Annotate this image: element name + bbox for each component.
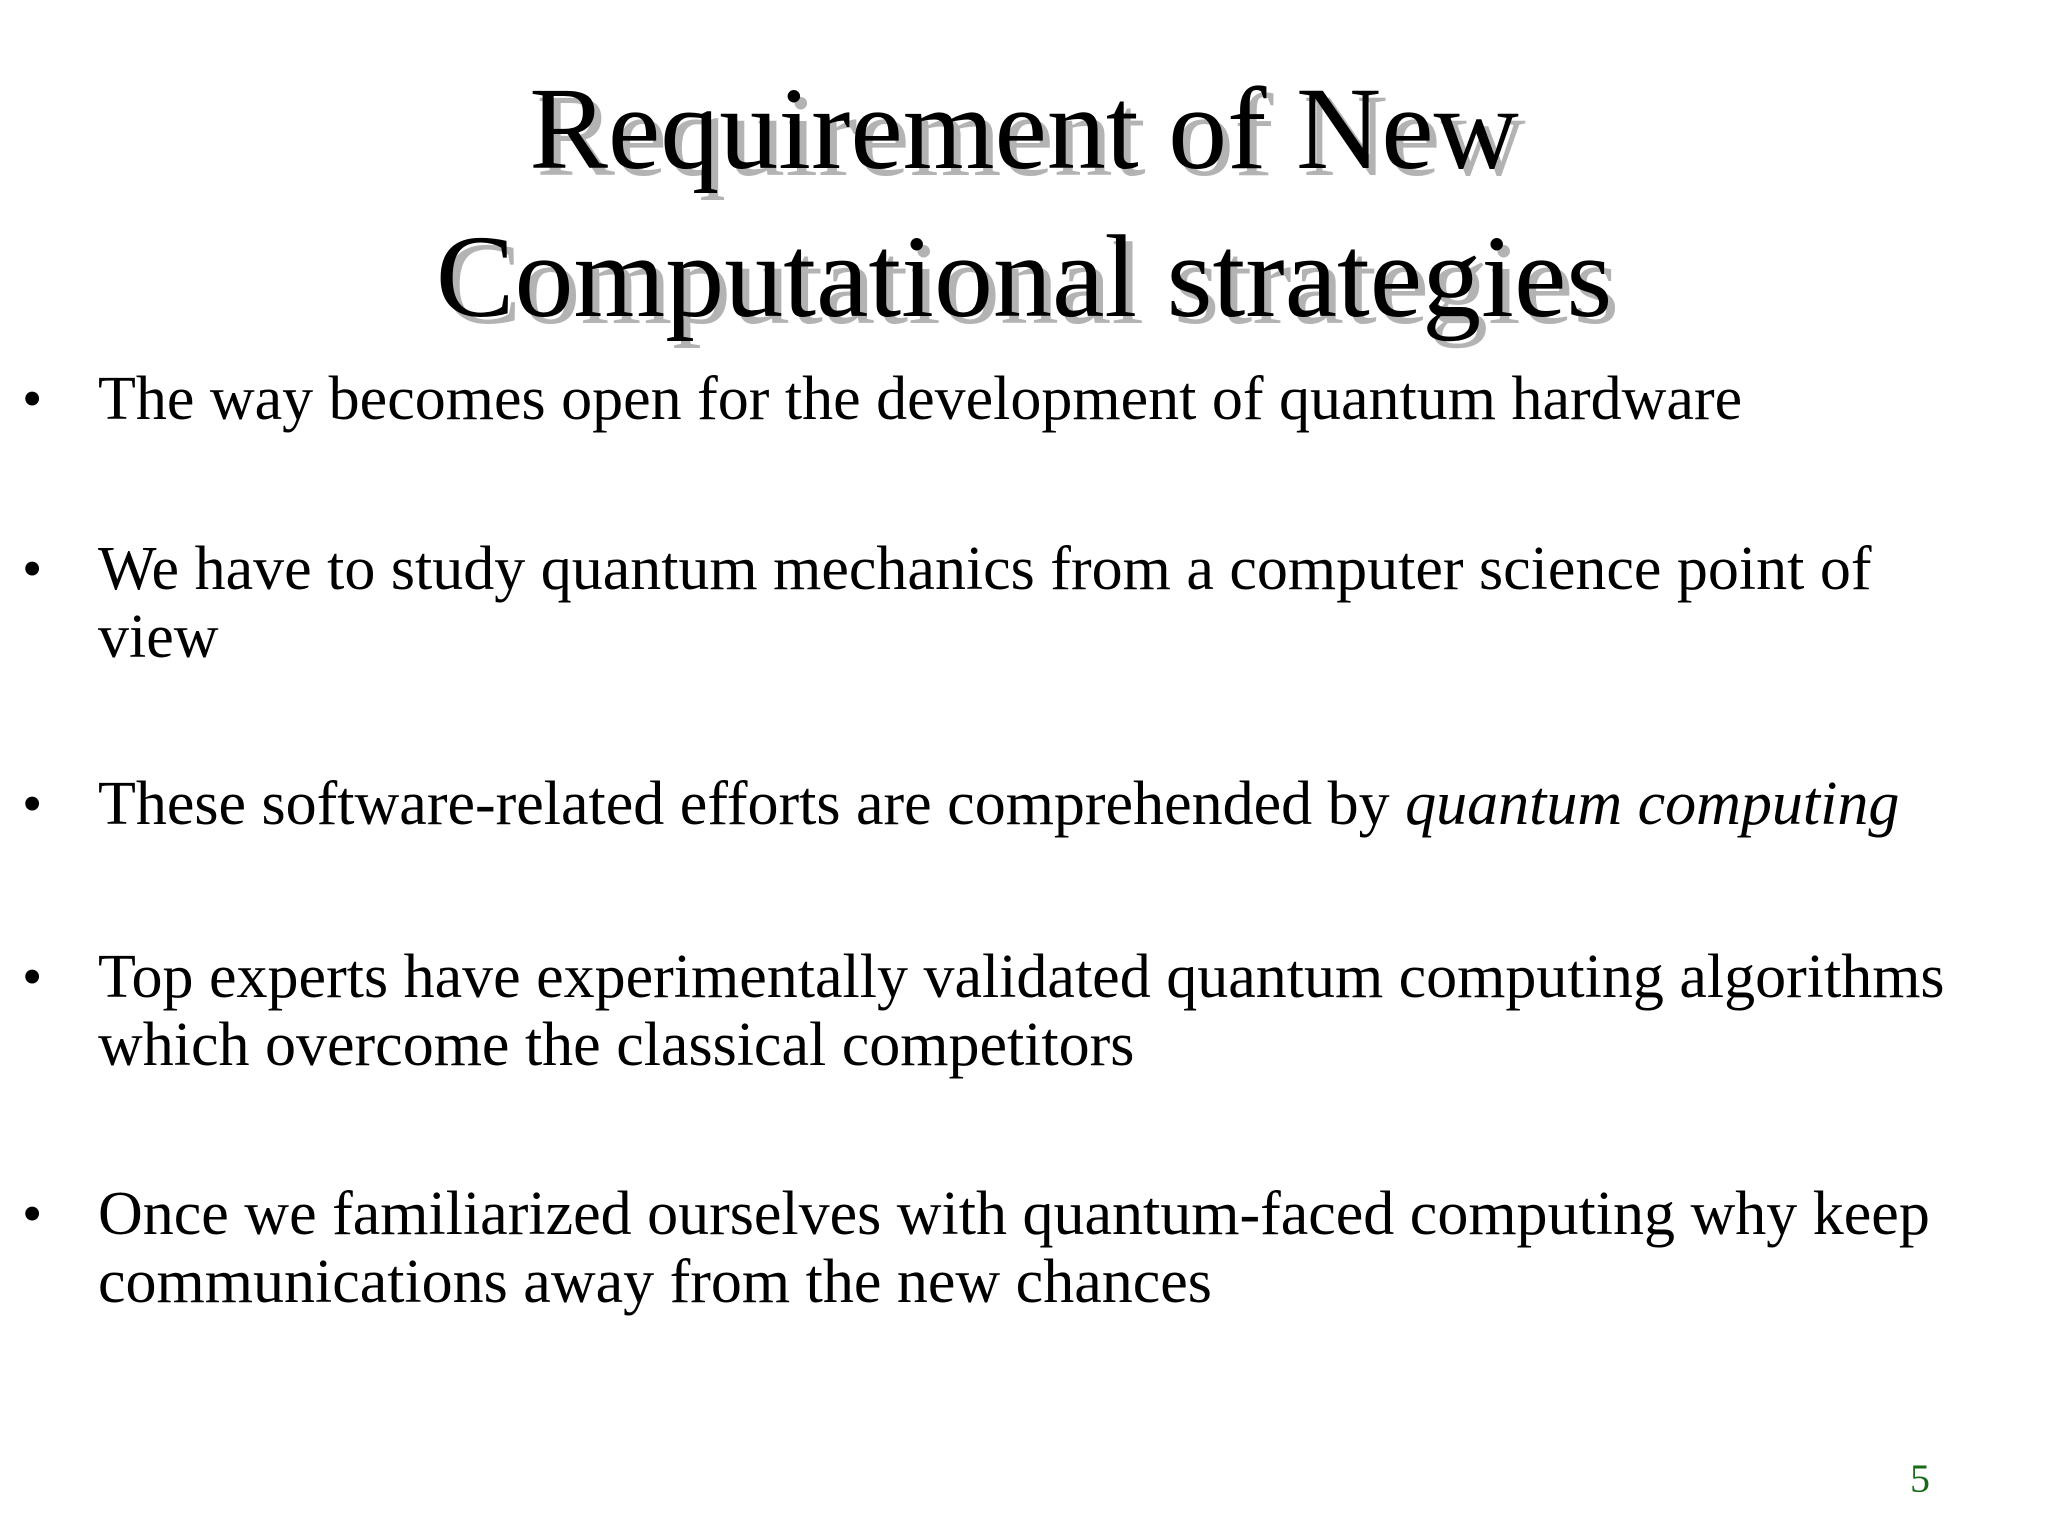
bullet-line: We have to study quantum mechanics from a computer science point of [98, 535, 1872, 603]
bullet-dot: • [22, 944, 43, 1009]
bullet-dot: • [22, 771, 43, 836]
title-line-2: Computational strategies [435, 211, 1613, 342]
bullet-line: view [98, 603, 219, 671]
bullet-text [98, 770, 1998, 838]
bullet-line: which overcome the classical competitors [98, 1011, 1135, 1079]
bullet-dot: • [22, 1181, 43, 1246]
bullet-text [98, 1180, 1998, 1316]
bullet-line: Once we familiarized ourselves with quantum-faced computing why keep [98, 1180, 1930, 1248]
bullet-dot: • [22, 366, 43, 431]
bullet-line: Top experts have experimentally validated quantum computing algorithms [98, 943, 1945, 1011]
bullet-text-plain: These software-related efforts are comprehended by [98, 770, 1406, 838]
bullet-text [98, 943, 1998, 1079]
bullet-line: communications away from the new chances [98, 1248, 1212, 1316]
title-line-1: Requirement of New [529, 63, 1519, 194]
bullet-text-italic: quantum computing [1405, 770, 1900, 838]
bullet-text [98, 365, 1998, 433]
page-number: 5 [1910, 1456, 1930, 1501]
bullet-dot: • [22, 536, 43, 601]
bullet-line: The way becomes open for the development of quantum hardware [98, 365, 1743, 433]
slide-title [0, 55, 2048, 351]
bullet-text [98, 535, 1998, 671]
